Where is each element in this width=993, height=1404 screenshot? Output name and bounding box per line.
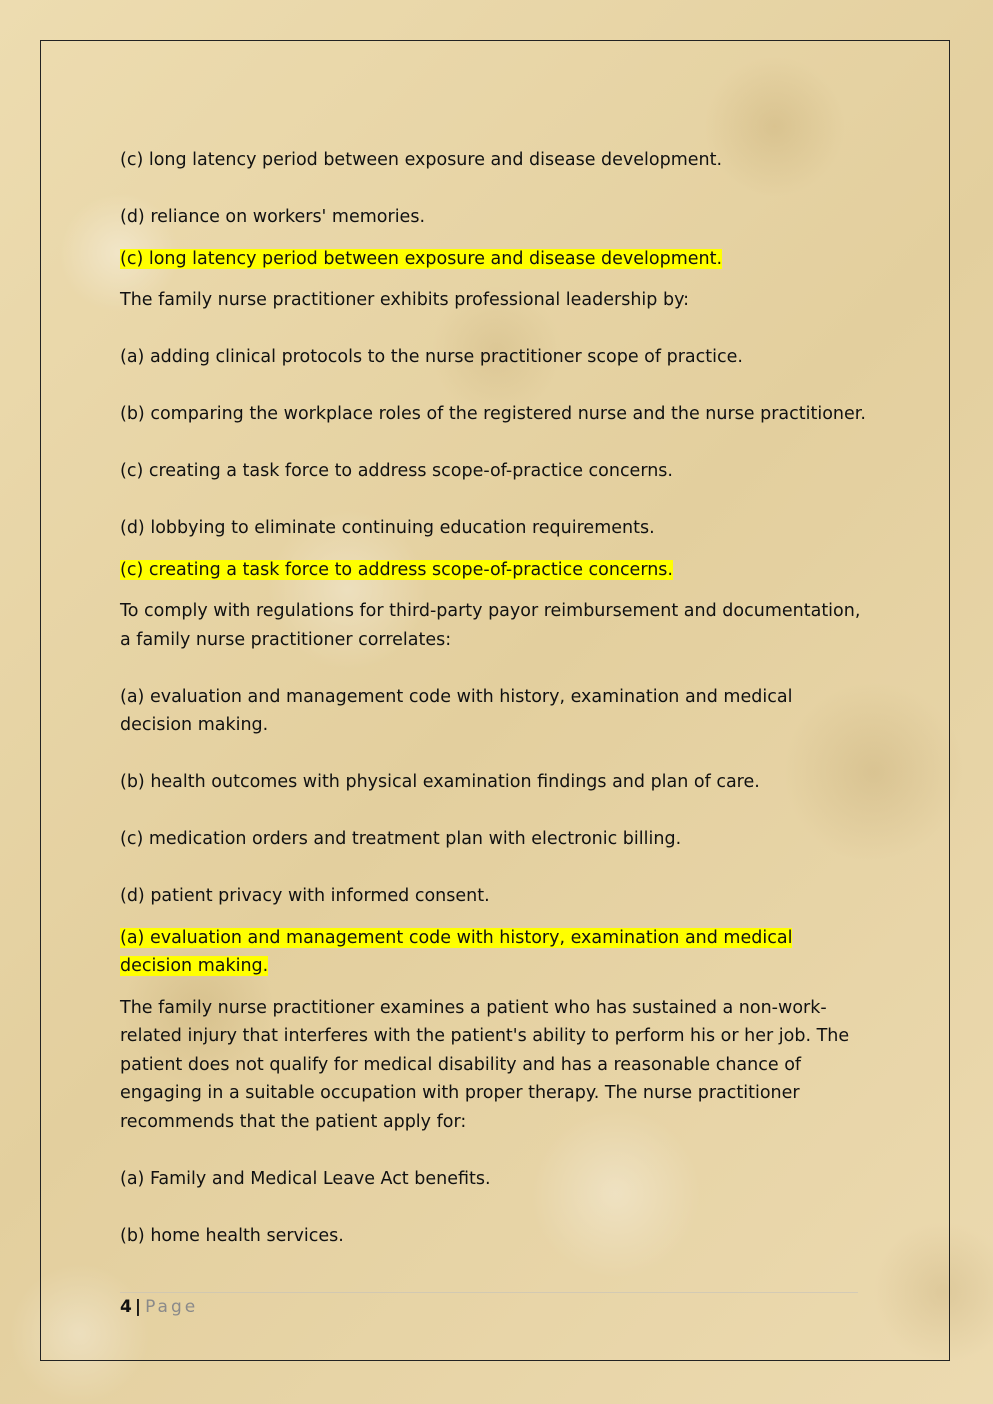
option-b-outcomes: (b) health outcomes with physical examination findings and plan of care. [120,772,760,792]
page-number: 4 [120,1297,132,1317]
option-c-medication: (c) medication orders and treatment plan with electronic billing. [120,829,682,849]
question-reimbursement: To comply with regulations for third-party payor reimbursement and documentation, a family nurse practitioner correlates: [120,601,861,650]
option-d-privacy: (d) patient privacy with informed consent. [120,886,490,906]
option-c-task-force: (c) creating a task force to address scope-of-practice concerns. [120,461,673,481]
option-a-evaluation: (a) evaluation and management code with history, examination and medical decision making. [120,686,793,735]
page-footer [120,1296,198,1318]
option-a-fmla: (a) Family and Medical Leave Act benefits. [120,1168,491,1189]
answer-highlight-1 [120,245,870,274]
option-b-home-health: (b) home health services. [120,1225,344,1246]
option-a-protocols: (a) adding clinical protocols to the nurse practitioner scope of practice. [120,347,743,367]
answer-text-1: (c) long latency period between exposure and disease development. [120,248,723,269]
footer-divider [120,1292,858,1293]
option-b-comparing: (b) comparing the workplace roles of the registered nurse and the nurse practitioner. [120,404,866,424]
option-d-memories: (d) reliance on workers' memories. [120,207,426,227]
answer-text-3: (a) evaluation and management code with history, examination and medical decision making. [120,927,793,976]
answer-highlight-3 [120,924,870,981]
question-leadership: The family nurse practitioner exhibits professional leadership by: [120,290,690,310]
option-d-lobbying: (d) lobbying to eliminate continuing education requirements. [120,518,655,538]
answer-highlight-2 [120,556,870,585]
answer-text-2: (c) creating a task force to address scope-of-practice concerns. [120,559,673,580]
document-body [120,146,870,1250]
question-injury: The family nurse practitioner examines a patient who has sustained a non-work-related injury that interferes with the patient's ability to perform his or her job. The patient does not qualify for medical disability and has a reasonable chance of engaging in a suitable occupation with proper therapy. The nurse practitioner recommends that the patient apply for: [120,997,850,1132]
option-c-latency: (c) long latency period between exposure and disease development. [120,150,723,170]
page-label: Page [145,1297,199,1317]
footer-separator: | [134,1297,142,1317]
